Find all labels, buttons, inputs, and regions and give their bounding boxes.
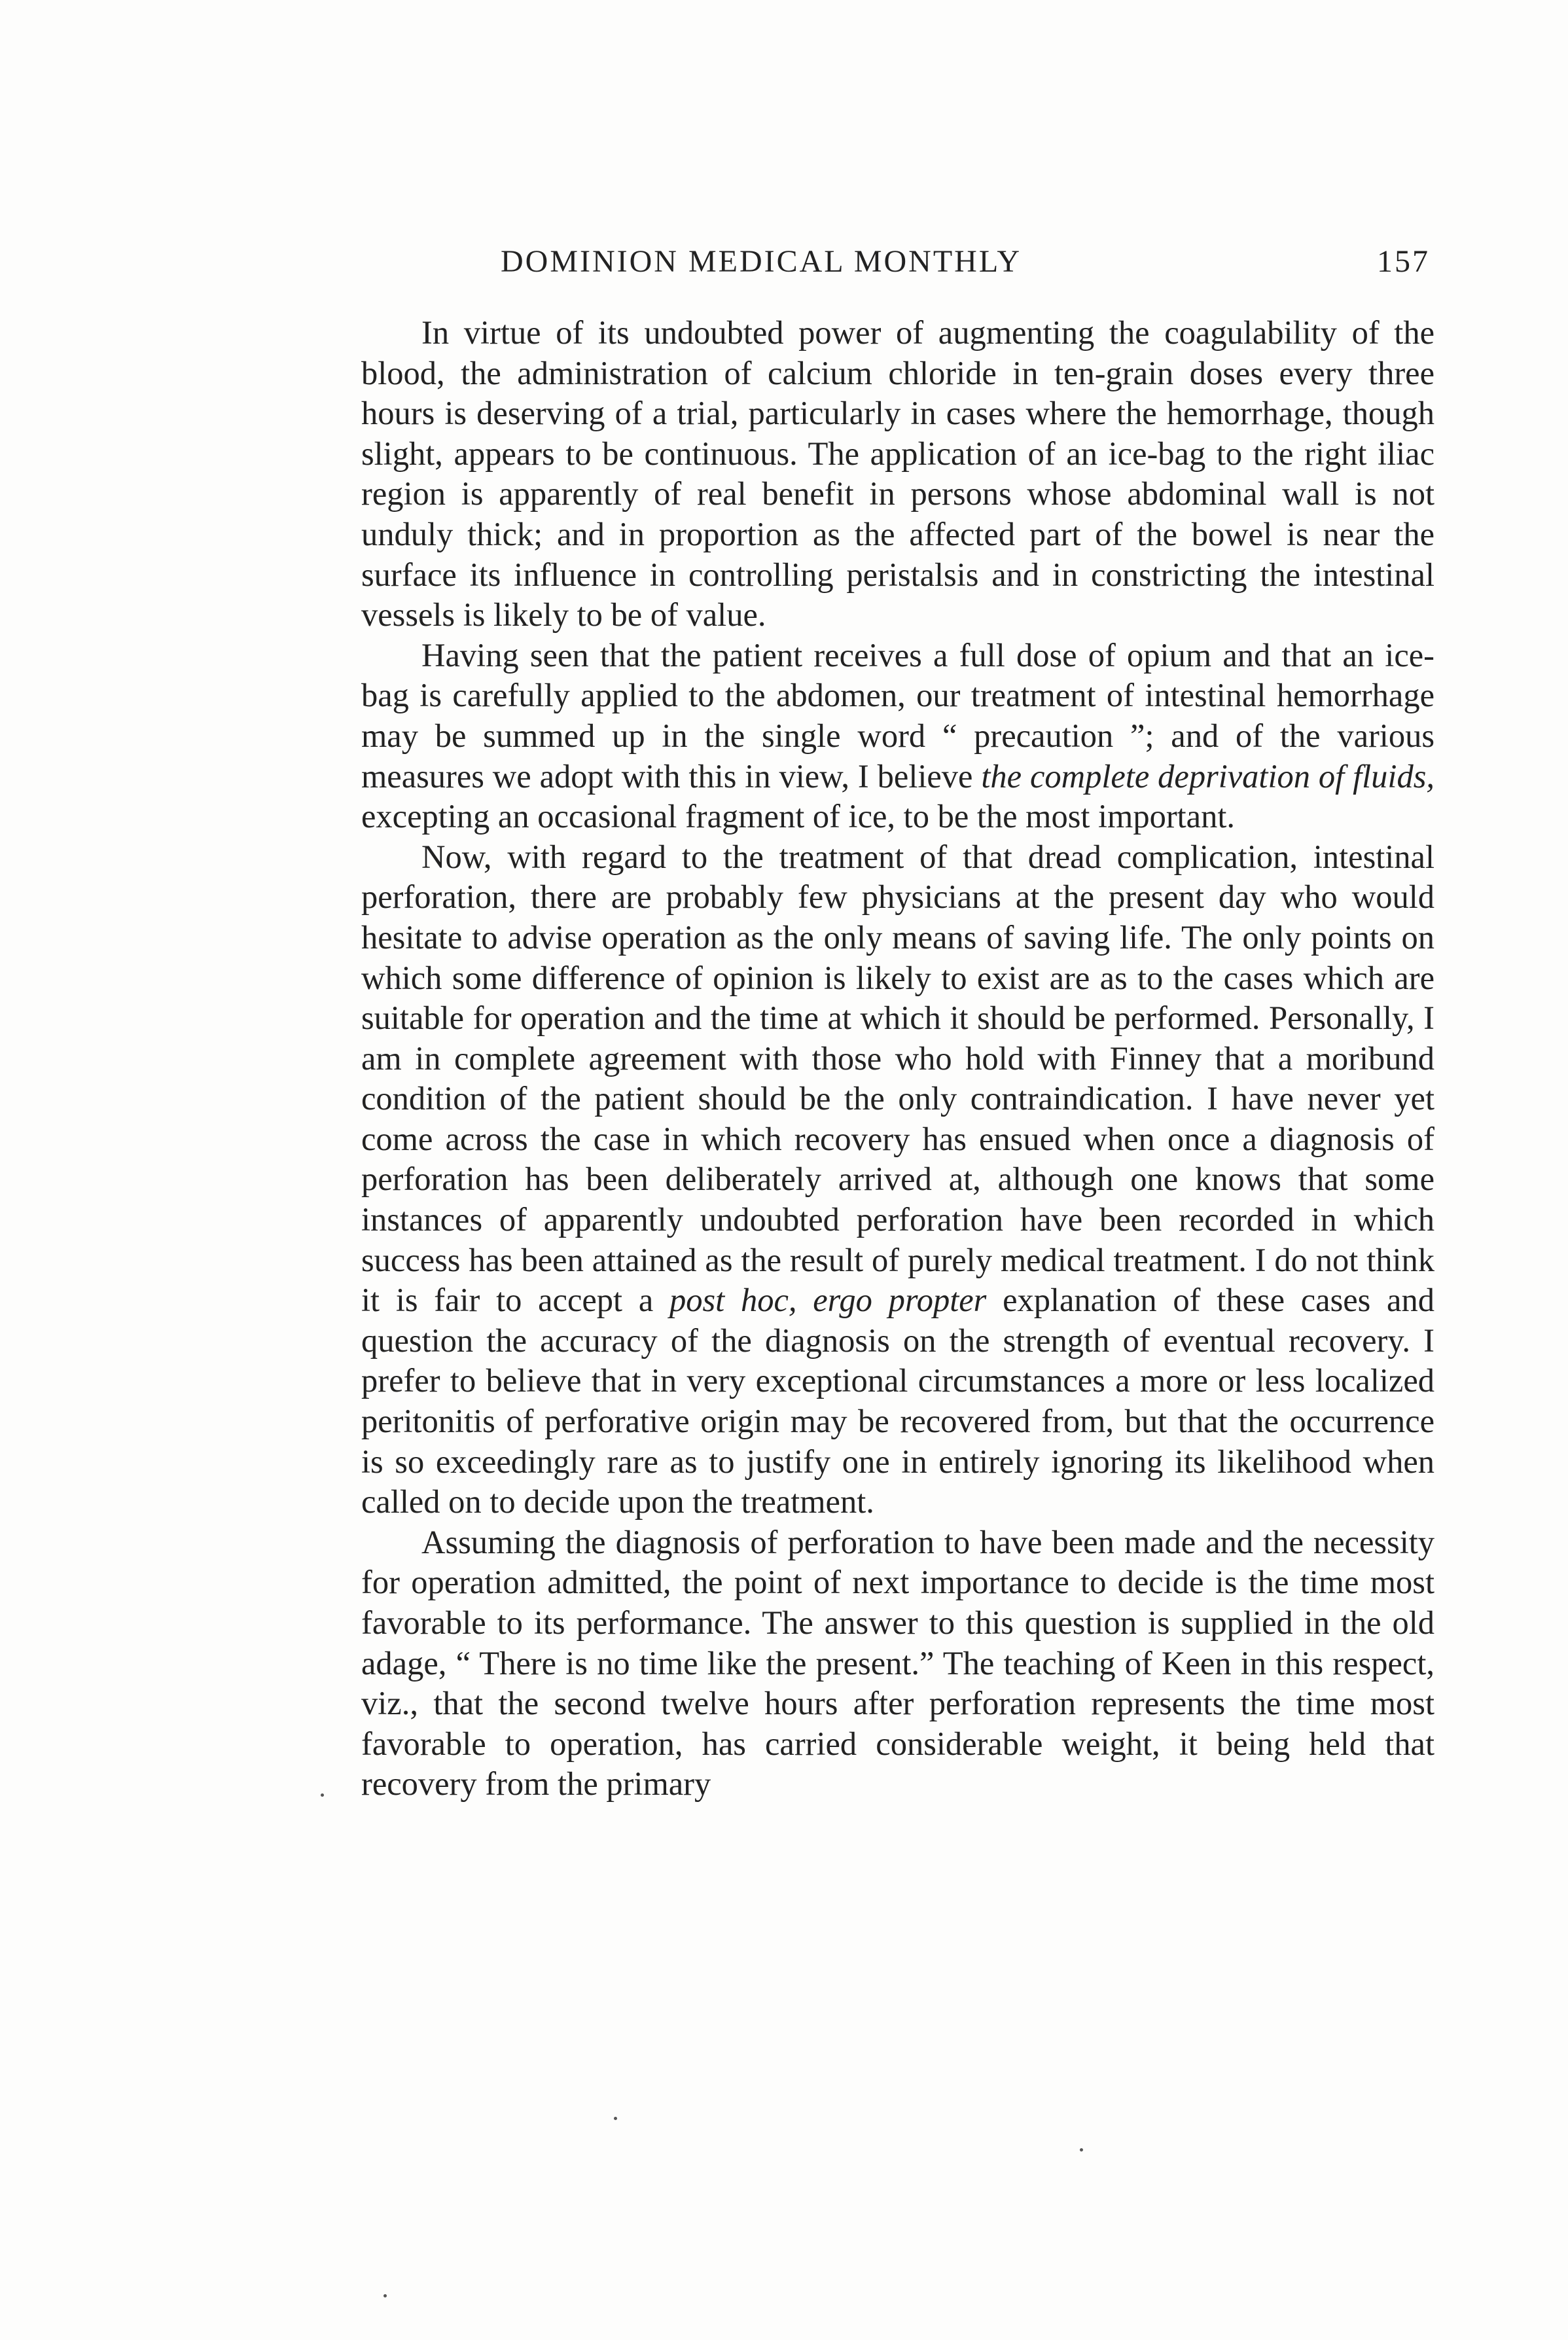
running-header bbox=[363, 243, 1430, 289]
paragraph-text: Now, with regard to the treatment of that dread complication, intestinal perforation, there are probably few physicians at the present day who would hesitate to advise operation as the only means of saving life. The only points on which some difference of opinion is likely to exist are as to the cases which are suitable for operation and the time at which it should be performed. Personally, I am in complete agreement with those who hold with Finney that a moribund condition of the patient should be the only contraindication. I have never yet come across the case in which recovery has ensued when once a diagnosis of perforation has been deliberately arrived at, although one knows that some instances of apparently undoubted perforation have been recorded in which success has been attained as the result of purely medical treatment. I do not think it is fair to accept a bbox=[361, 838, 1434, 1319]
paragraph-perforation bbox=[361, 837, 1434, 1522]
paragraph-calcium-chloride bbox=[361, 313, 1434, 636]
scan-speck bbox=[321, 1793, 324, 1797]
paragraph-text: Having seen that the patient receives a full dose of opium and that an ice-bag is carefully applied to the abdomen, our treatment of intestinal hemorrhage may be summed up in the single word “ precaution ”; and of the various measures we adopt with this in view, I believe bbox=[361, 636, 1434, 795]
paragraph-precaution bbox=[361, 636, 1434, 837]
paragraph-text: excepting an occasional fragment of ice, to be the most important. bbox=[361, 798, 1235, 835]
paragraph-text: Assuming the diagnosis of perforation to have been made and the necessity for operation admitted, the point of next importance to decide is the time most favorable to its performance. The answer to this question is supplied in the old adage, “ There is no time like the present.” The teaching of Keen in this respect, viz., that the second twelve hours after perforation represents the time most favorable to operation, has carried considerable weight, it being held that recovery from the primary bbox=[361, 1523, 1434, 1803]
paragraph-text: In virtue of its undoubted power of augmenting the coagulability of the blood, the administration of calcium chloride in ten-grain doses every three hours is deserving of a trial, particularly in cases where the hemorrhage, though slight, appears to be continuous. The application of an ice-bag to the right iliac region is apparently of real benefit in persons whose abdominal wall is not unduly thick; and in proportion as the affected part of the bowel is near the surface its influence in controlling peristalsis and in constricting the intestinal vessels is likely to be of value. bbox=[361, 314, 1434, 634]
paragraph-timing bbox=[361, 1522, 1434, 1805]
scan-speck bbox=[383, 2294, 387, 2297]
page-number: 157 bbox=[1377, 244, 1430, 279]
scan-speck bbox=[614, 2117, 617, 2120]
scan-speck bbox=[1080, 2148, 1083, 2151]
italic-emphasis: the complete deprivation of fluids, bbox=[981, 757, 1434, 795]
paragraph-text: explanation of these cases and question the accuracy of the diagnosis on the strength of eventual recovery. I prefer to believe that in very exceptional circumstances a more or less localized peritonitis of perforative origin may be recovered from, but that the occurrence is so exceedingly rare as to justify one in entirely ignoring its likelihood when called on to decide upon the treatment. bbox=[361, 1282, 1434, 1521]
journal-title: DOMINION MEDICAL MONTHLY bbox=[501, 244, 1022, 279]
italic-emphasis: post hoc, ergo propter bbox=[669, 1282, 987, 1319]
article-body bbox=[361, 313, 1434, 1805]
